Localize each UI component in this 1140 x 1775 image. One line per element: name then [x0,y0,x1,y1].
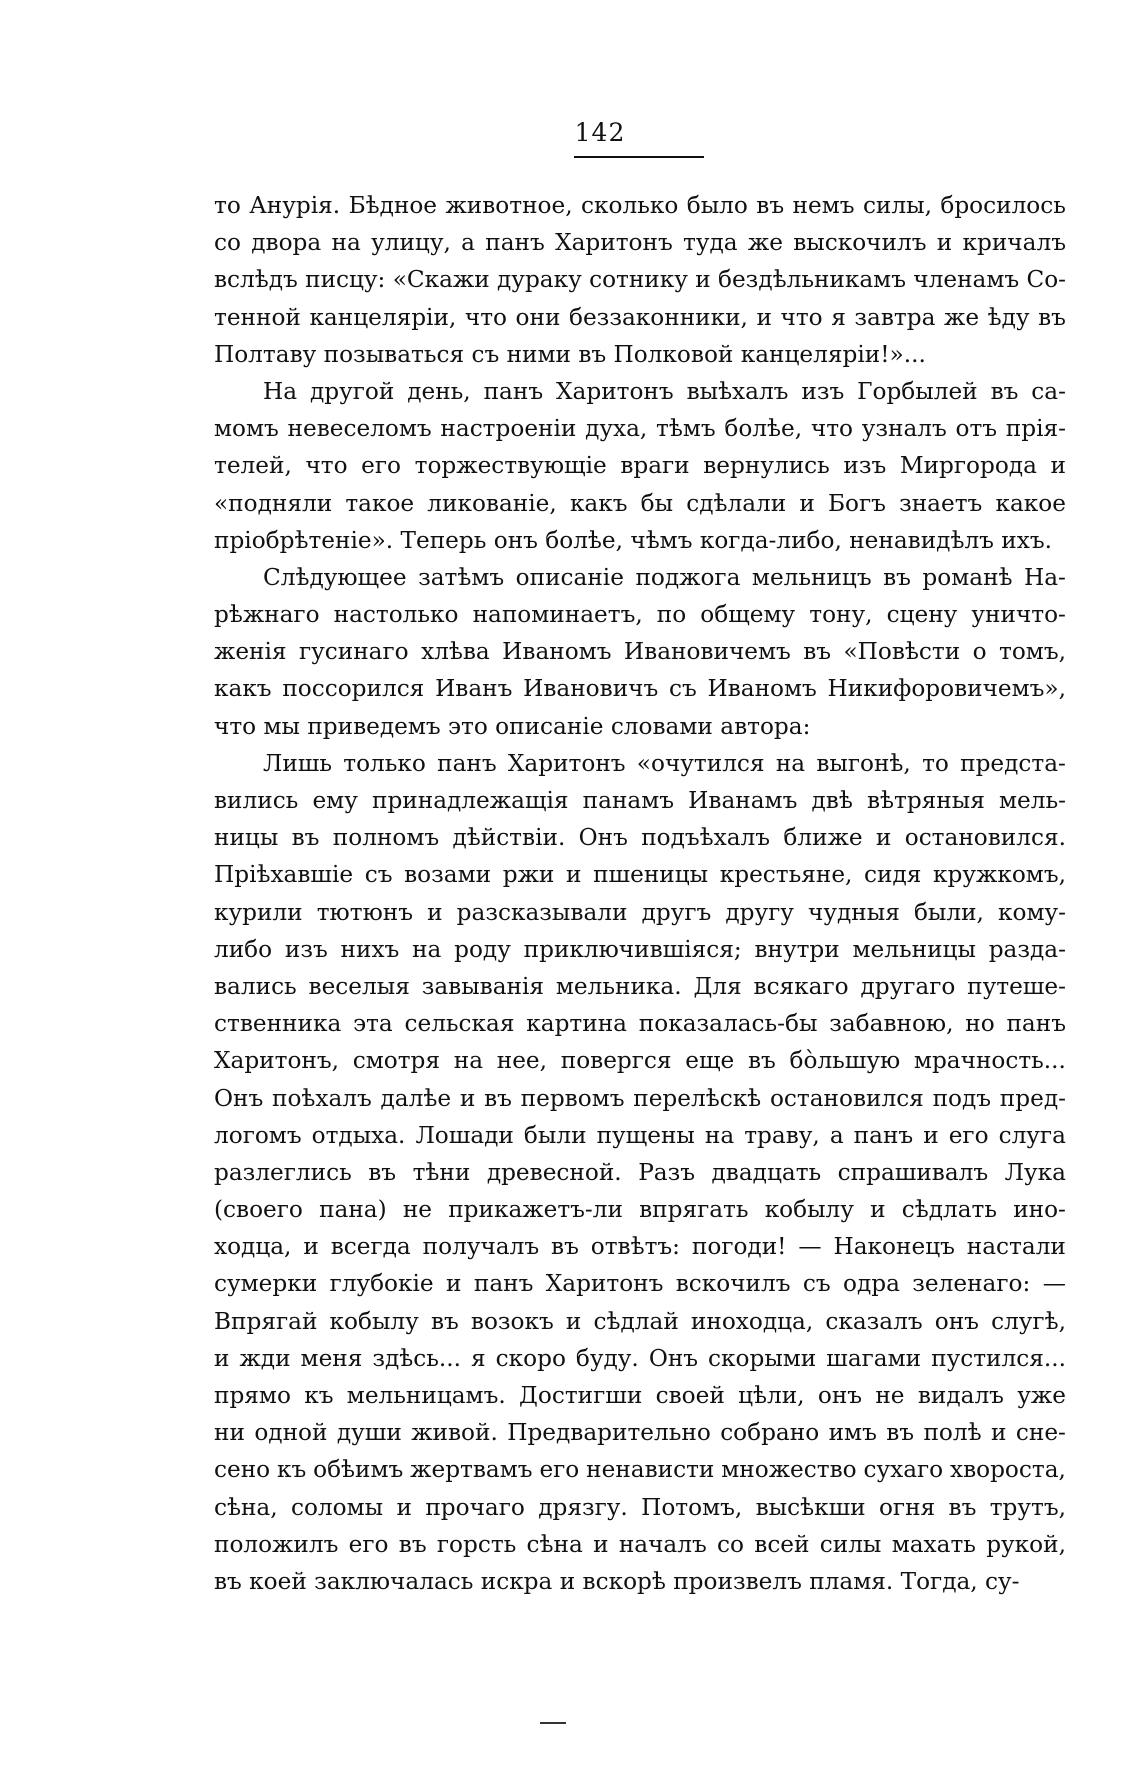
text-line: Полтаву позываться съ ними въ Полковой канцеляріи!»... [214,340,926,368]
text-line: ни одной души живой. Предварительно собрано имъ въ полѣ и сне- [214,1419,1066,1447]
text-line: тенной канцеляріи, что они беззаконники, и что я завтра же ѣду въ [214,303,1066,331]
text-line: и жди меня здѣсь... я скоро буду. Онъ скорыми шагами пустился... [214,1344,1066,1372]
text-line: Слѣдующее затѣмъ описаніе поджога мельницъ въ романѣ На- [263,563,1066,591]
text-line: сумерки глубокіе и панъ Харитонъ вскочилъ съ одра зеленаго: — [214,1270,1066,1298]
paragraph [214,187,1066,373]
header-rule [574,156,704,158]
text-line: женія гусинаго хлѣва Иваномъ Ивановичемъ въ «Повѣсти о томъ, [214,638,1066,666]
bottom-mark [540,1722,566,1724]
text-line: со двора на улицу, а панъ Харитонъ туда же выскочилъ и кричалъ [214,229,1066,257]
text-line: либо изъ нихъ на роду приключившіяся; внутри мельницы разда- [214,935,1066,963]
text-line: ходца, и всегда получалъ въ отвѣтъ: погоди! — Наконецъ настали [214,1233,1066,1261]
text-line: рѣжнаго настолько напоминаетъ, по общему тону, сцену уничто- [214,601,1066,629]
text-line: пріобрѣтеніе». Теперь онъ болѣе, чѣмъ когда-либо, ненавидѣлъ ихъ. [214,526,1052,554]
text-line: Лишь только панъ Харитонъ «очутился на выгонѣ, то предста- [263,749,1066,777]
text-line: логомъ отдыха. Лошади были пущены на траву, а панъ и его слуга [214,1121,1066,1149]
text-line: вились ему принадлежащія панамъ Иванамъ двѣ вѣтряныя мель- [214,787,1066,814]
text-line: ственника эта сельская картина показалась-бы забавною, но панъ [214,1010,1066,1038]
body-text [214,187,1066,1600]
text-line: Пріѣхавшіе съ возами ржи и пшеницы крестьяне, сидя кружкомъ, [214,861,1066,889]
text-line: Впрягай кобылу въ возокъ и сѣдлай иноходца, сказалъ онъ слугѣ, [214,1307,1066,1335]
text-line: курили тютюнъ и разсказывали другъ другу чудныя были, кому- [214,898,1066,926]
text-line: На другой день, панъ Харитонъ выѣхалъ изъ Горбылей въ са- [263,377,1066,405]
text-line: момъ невеселомъ настроеніи духа, тѣмъ болѣе, что узналъ отъ прія- [214,415,1066,443]
text-line: Харитонъ, смотря на нее, повергся еще въ бо̀льшую мрачность... [214,1047,1066,1075]
page-number-text: 142 [574,118,626,147]
text-line: что мы приведемъ это описаніе словами автора: [214,712,811,740]
text-line: вслѣдъ писцу: «Скажи дураку сотнику и бездѣльникамъ членамъ Со- [214,266,1066,294]
text-line: разлеглись въ тѣни древесной. Разъ двадцать спрашивалъ Лука [214,1158,1066,1186]
paragraph [214,745,1066,1600]
paragraph [214,373,1066,559]
paragraph [214,559,1066,745]
text-line: «подняли такое ликованіе, какъ бы сдѣлали и Богъ знаетъ какое [214,489,1066,517]
text-line: какъ поссорился Иванъ Ивановичъ съ Иваномъ Никифоровичемъ», [214,675,1066,703]
text-line: вались веселыя завыванія мельника. Для всякаго другаго путеше- [214,972,1066,1000]
text-line: сѣна, соломы и прочаго дрязгу. Потомъ, высѣкши огня въ трутъ, [214,1493,1066,1521]
page-number [0,118,1140,147]
text-line: телей, что его торжествующіе враги вернулись изъ Миргорода и [214,452,1066,480]
text-line: прямо къ мельницамъ. Достигши своей цѣли, онъ не видалъ уже [214,1382,1066,1409]
text-line: сено къ обѣимъ жертвамъ его ненависти множество сухаго хвороста, [214,1456,1066,1484]
text-line: въ коей заключалась искра и вскорѣ произвелъ пламя. Тогда, су- [214,1567,1020,1595]
text-line: Онъ поѣхалъ далѣе и въ первомъ перелѣскѣ остановился подъ пред- [214,1084,1066,1112]
text-line: положилъ его въ горсть сѣна и началъ со всей силы махать рукой, [214,1530,1066,1558]
text-line: то Анурія. Бѣдное животное, сколько было въ немъ силы, бросилось [214,192,1066,219]
text-line: (своего пана) не прикажетъ-ли впрягать кобылу и сѣдлать ино- [214,1196,1066,1224]
text-line: ницы въ полномъ дѣйствіи. Онъ подъѣхалъ ближе и остановился. [214,824,1066,852]
